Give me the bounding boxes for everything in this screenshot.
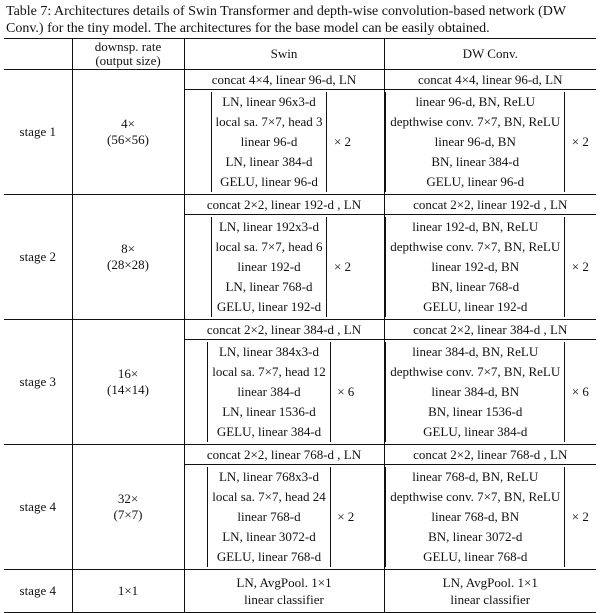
dw-concat: concat 2×2, linear 768-d , LN bbox=[384, 445, 596, 465]
swin-concat: concat 2×2, linear 384-d , LN bbox=[184, 320, 384, 340]
dw-cell bbox=[384, 340, 596, 445]
swin-cell bbox=[184, 215, 384, 320]
stage-rate bbox=[72, 70, 184, 195]
header-rate-sub: (output size) bbox=[95, 53, 161, 68]
dw-block bbox=[385, 92, 597, 192]
dw-multiplier: × 6 bbox=[571, 384, 589, 399]
header-dw: DW Conv. bbox=[384, 39, 596, 70]
dw-line: depthwise conv. 7×7, BN, ReLU bbox=[390, 114, 561, 129]
swin-bracket bbox=[211, 217, 328, 317]
swin-line: GELU, linear 96-d bbox=[220, 174, 318, 189]
dw-line: GELU, linear 768-d bbox=[423, 549, 528, 564]
swin-line: LN, linear 768-d bbox=[225, 279, 313, 294]
swin-line: local sa. 7×7, head 12 bbox=[212, 364, 326, 379]
stage-row bbox=[4, 445, 596, 465]
swin-line: LN, linear 1536-d bbox=[222, 404, 316, 419]
swin-line: local sa. 7×7, head 6 bbox=[215, 239, 323, 254]
swin-line: linear 768-d bbox=[237, 509, 301, 524]
swin-line: linear 192-d bbox=[237, 259, 301, 274]
swin-line: LN, linear 768x3-d bbox=[218, 469, 319, 484]
swin-line: LN, linear 3072-d bbox=[222, 529, 316, 544]
swin-line: LN, linear 192x3-d bbox=[218, 219, 319, 234]
dw-line: linear 768-d, BN bbox=[431, 509, 520, 524]
final-dw bbox=[384, 570, 596, 613]
dw-line: depthwise conv. 7×7, BN, ReLU bbox=[390, 364, 561, 379]
final-dw-line: linear classifier bbox=[450, 592, 531, 607]
swin-bracket bbox=[207, 342, 330, 442]
dw-line: linear 192-d, BN bbox=[431, 259, 520, 274]
dw-concat: concat 2×2, linear 192-d , LN bbox=[384, 195, 596, 215]
swin-bracket bbox=[211, 92, 328, 192]
final-rate: 1×1 bbox=[72, 570, 184, 613]
dw-bracket bbox=[385, 467, 565, 567]
dw-bracket bbox=[385, 342, 565, 442]
dw-block bbox=[385, 342, 597, 442]
stage-row bbox=[4, 70, 596, 90]
stage-row bbox=[4, 195, 596, 215]
dw-line: GELU, linear 96-d bbox=[426, 174, 525, 189]
dw-multiplier: × 2 bbox=[571, 259, 589, 274]
header-rate-label: downsp. rate bbox=[94, 39, 162, 54]
dw-block bbox=[385, 467, 597, 567]
swin-line: LN, linear 384-d bbox=[225, 154, 313, 169]
dw-line: BN, linear 384-d bbox=[431, 154, 520, 169]
header-row bbox=[4, 39, 596, 70]
dw-line: BN, linear 768-d bbox=[431, 279, 520, 294]
dw-line: linear 96-d, BN, ReLU bbox=[415, 94, 535, 109]
final-swin-line: LN, AvgPool. 1×1 bbox=[236, 575, 332, 590]
swin-concat: concat 2×2, linear 768-d , LN bbox=[184, 445, 384, 465]
table-body bbox=[4, 70, 596, 613]
swin-block bbox=[185, 92, 384, 192]
dw-line: GELU, linear 192-d bbox=[423, 299, 528, 314]
swin-block bbox=[185, 217, 384, 317]
final-dw-line: LN, AvgPool. 1×1 bbox=[442, 575, 538, 590]
dw-block bbox=[385, 217, 597, 317]
dw-concat: concat 2×2, linear 384-d , LN bbox=[384, 320, 596, 340]
dw-cell bbox=[384, 215, 596, 320]
dw-line: depthwise conv. 7×7, BN, ReLU bbox=[390, 239, 561, 254]
dw-line: linear 384-d, BN bbox=[431, 384, 520, 399]
swin-line: linear 384-d bbox=[237, 384, 301, 399]
stage-rate bbox=[72, 320, 184, 445]
stage-rate-value: 16× bbox=[117, 366, 139, 381]
dw-line: BN, linear 1536-d bbox=[428, 404, 523, 419]
swin-line: linear 96-d bbox=[240, 134, 298, 149]
dw-multiplier: × 2 bbox=[571, 134, 589, 149]
stage-name: stage 1 bbox=[4, 70, 72, 195]
header-swin: Swin bbox=[184, 39, 384, 70]
swin-multiplier: × 6 bbox=[337, 384, 355, 399]
final-row bbox=[4, 570, 596, 613]
architecture-table bbox=[4, 38, 596, 613]
swin-line: GELU, linear 384-d bbox=[216, 424, 322, 439]
swin-line: local sa. 7×7, head 3 bbox=[215, 114, 323, 129]
swin-line: LN, linear 384x3-d bbox=[218, 344, 319, 359]
final-stage-name: stage 4 bbox=[4, 570, 72, 613]
swin-bracket bbox=[207, 467, 330, 567]
dw-line: BN, linear 3072-d bbox=[428, 529, 523, 544]
dw-concat: concat 4×4, linear 96-d, LN bbox=[384, 70, 596, 90]
swin-block bbox=[185, 467, 384, 567]
final-swin bbox=[184, 570, 384, 613]
stage-rate-value: 32× bbox=[117, 491, 139, 506]
dw-multiplier: × 2 bbox=[571, 509, 589, 524]
stage-name: stage 4 bbox=[4, 445, 72, 570]
dw-cell bbox=[384, 465, 596, 570]
dw-cell bbox=[384, 90, 596, 195]
swin-line: GELU, linear 192-d bbox=[216, 299, 322, 314]
dw-line: linear 192-d, BN, ReLU bbox=[412, 219, 539, 234]
stage-row bbox=[4, 320, 596, 340]
stage-rate-value: 8× bbox=[121, 241, 135, 256]
swin-concat: concat 2×2, linear 192-d , LN bbox=[184, 195, 384, 215]
stage-output-size: (7×7) bbox=[113, 507, 143, 522]
swin-multiplier: × 2 bbox=[333, 134, 352, 149]
dw-bracket bbox=[385, 217, 565, 317]
header-stage bbox=[4, 39, 72, 70]
final-swin-line: linear classifier bbox=[244, 592, 324, 607]
swin-multiplier: × 2 bbox=[337, 509, 355, 524]
swin-block bbox=[185, 342, 384, 442]
swin-cell bbox=[184, 340, 384, 445]
swin-concat: concat 4×4, linear 96-d, LN bbox=[184, 70, 384, 90]
stage-name: stage 2 bbox=[4, 195, 72, 320]
dw-line: linear 384-d, BN, ReLU bbox=[412, 344, 539, 359]
swin-line: GELU, linear 768-d bbox=[216, 549, 322, 564]
dw-line: depthwise conv. 7×7, BN, ReLU bbox=[390, 489, 561, 504]
stage-name: stage 3 bbox=[4, 320, 72, 445]
dw-line: linear 96-d, BN bbox=[434, 134, 516, 149]
stage-output-size: (14×14) bbox=[107, 382, 149, 397]
swin-cell bbox=[184, 90, 384, 195]
stage-rate bbox=[72, 195, 184, 320]
stage-rate bbox=[72, 445, 184, 570]
stage-output-size: (28×28) bbox=[107, 257, 149, 272]
stage-rate-value: 4× bbox=[121, 116, 135, 131]
stage-output-size: (56×56) bbox=[107, 132, 149, 147]
swin-multiplier: × 2 bbox=[333, 259, 352, 274]
header-rate bbox=[72, 39, 184, 70]
dw-line: GELU, linear 384-d bbox=[423, 424, 528, 439]
swin-line: LN, linear 96x3-d bbox=[222, 94, 316, 109]
dw-line: linear 768-d, BN, ReLU bbox=[412, 469, 539, 484]
swin-cell bbox=[184, 465, 384, 570]
dw-bracket bbox=[385, 92, 565, 192]
table-caption: Table 7: Architectures details of Swin Transformer and depth-wise convolution-based network (DW Conv.) for the tiny model. The architectures for the base model can be easily obtained. bbox=[6, 4, 566, 36]
swin-line: local sa. 7×7, head 24 bbox=[212, 489, 326, 504]
